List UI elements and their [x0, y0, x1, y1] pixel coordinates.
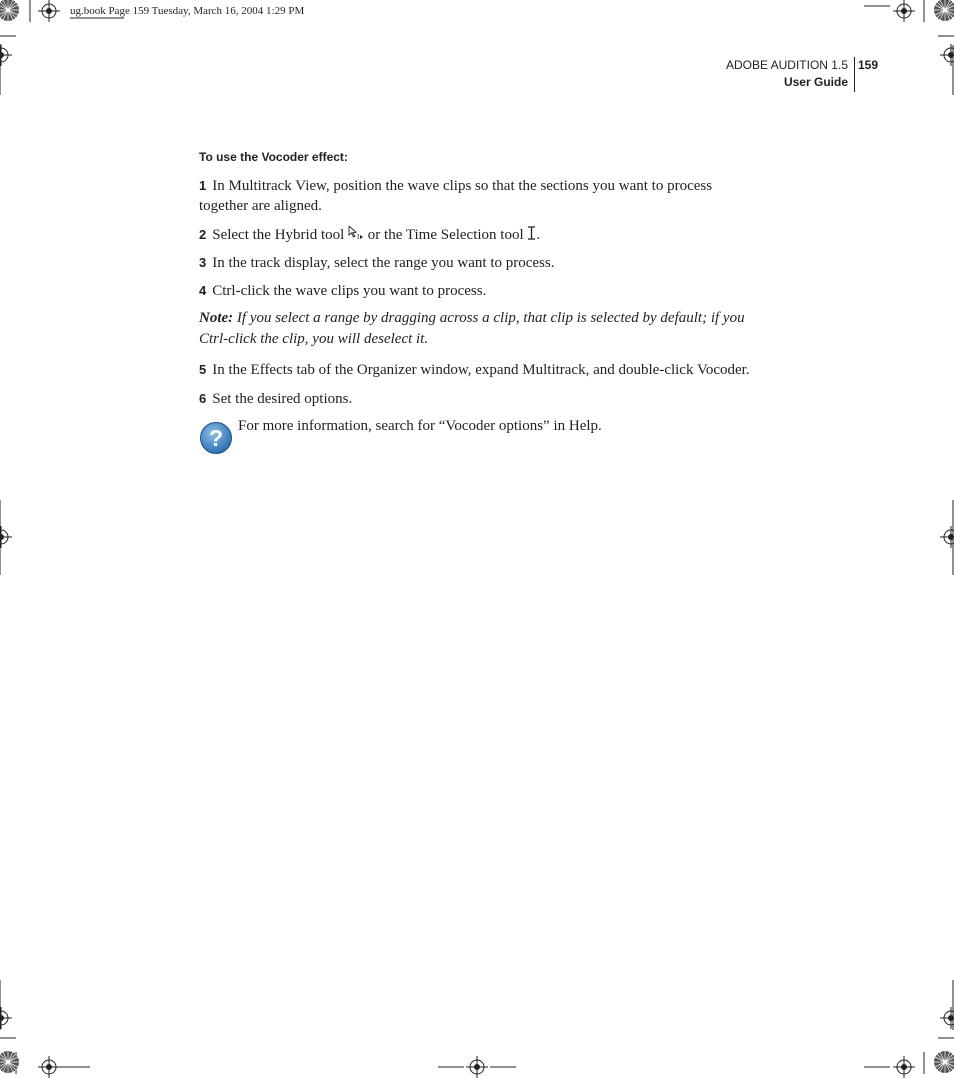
step-1 [199, 176, 759, 216]
step-2 [199, 225, 759, 245]
step-3 [199, 253, 759, 273]
starburst-mark-icon [933, 1050, 954, 1074]
starburst-mark-icon [0, 0, 20, 22]
header-divider [854, 57, 855, 92]
registration-mark-icon [466, 1056, 488, 1078]
step-text: Select the Hybrid tool [212, 227, 345, 243]
step-number: 6 [199, 391, 207, 406]
step-text: Ctrl-click the wave clips you want to process. [212, 283, 487, 299]
registration-mark-icon [940, 1007, 954, 1029]
step-text: or the Time Selection tool [367, 227, 524, 243]
note-text: If you select a range by dragging across a clip, that clip is selected by default; if you Ctrl-click the clip, you will deselect it. [199, 310, 745, 347]
registration-mark-icon [940, 526, 954, 548]
starburst-mark-icon [933, 0, 954, 22]
page-number: 159 [858, 58, 879, 72]
step-number: 4 [199, 283, 207, 298]
step-number: 1 [199, 178, 207, 193]
step-text: In Multitrack View, position the wave clips so that the sections you want to process together are aligned. [199, 178, 713, 214]
header-guide: User Guide [783, 75, 848, 89]
note-label: Note: [199, 310, 234, 326]
step-text: In the track display, select the range you want to process. [212, 255, 555, 271]
step-5 [199, 360, 769, 380]
hybrid-tool-icon [348, 226, 364, 240]
note [199, 308, 764, 350]
step-number: 5 [199, 362, 207, 377]
registration-mark-icon [893, 1056, 915, 1078]
step-text: Set the desired options. [212, 391, 353, 407]
step-text: . [536, 227, 541, 243]
registration-mark-icon [940, 44, 954, 66]
help-question-icon [199, 421, 233, 455]
header-product: ADOBE AUDITION 1.5 [725, 58, 848, 72]
step-4 [199, 281, 759, 301]
svg-text:I: I [357, 233, 360, 240]
step-number: 3 [199, 255, 207, 270]
starburst-mark-icon [0, 1050, 20, 1074]
registration-mark-icon [38, 1056, 60, 1078]
step-6 [199, 389, 759, 409]
step-text: In the Effects tab of the Organizer window, expand Multitrack, and double-click Vocoder. [212, 362, 750, 378]
registration-mark-icon [0, 1007, 12, 1029]
registration-mark-icon [893, 0, 915, 22]
step-number: 2 [199, 227, 207, 242]
procedure-heading: To use the Vocoder effect: [199, 150, 348, 164]
help-tip-text: For more information, search for “Vocoder options” in Help. [238, 418, 602, 434]
registration-mark-icon [0, 526, 12, 548]
registration-mark-icon [0, 44, 12, 66]
svg-text:?: ? [208, 425, 224, 451]
registration-mark-icon [38, 0, 60, 22]
slug-line: ug.book Page 159 Tuesday, March 16, 2004 1:29 PM [70, 5, 305, 17]
